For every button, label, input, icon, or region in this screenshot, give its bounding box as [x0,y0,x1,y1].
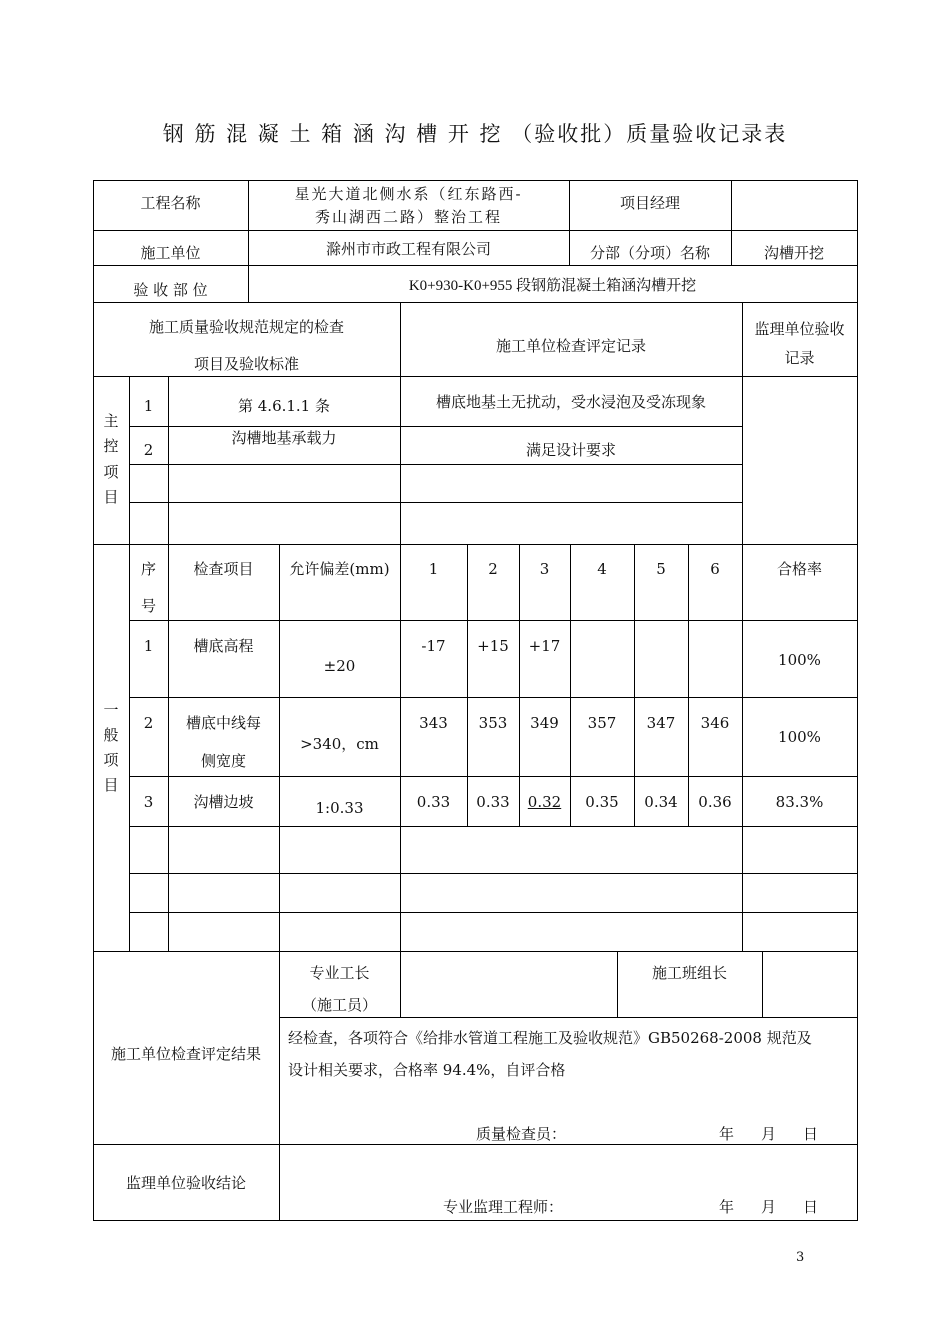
main-items-label-char: 目 [103,488,119,506]
page-number: 3 [796,1250,805,1265]
general-items-label-char: 目 [103,776,119,794]
team-leader-label: 施工班组长 [651,964,727,982]
general-row-value: 0.34 [644,793,678,811]
date-day: 日 [803,1125,819,1143]
col-point-header: 1 [428,560,439,578]
supervision-engineer-label: 专业监理工程师： [443,1198,564,1216]
quality-inspector-label: 质量检查员： [476,1125,567,1143]
general-row-value: -17 [421,637,446,655]
date-year: 年 [719,1125,735,1143]
general-row-value: +15 [477,637,509,655]
general-row-rate: 100% [778,651,821,669]
general-row-value: 343 [419,714,448,732]
col-item-header: 检查项目 [193,560,254,578]
general-row-rate: 83.3% [775,793,824,811]
project-name-label: 工程名称 [140,194,201,212]
construction-unit-label: 施工单位 [140,244,201,262]
conclusion-text-line2: 设计相关要求，合格率 94.4%，自评合格 [288,1061,566,1079]
general-row-value: 353 [478,714,508,732]
sub-project-value: 沟槽开挖 [763,244,824,262]
general-row-value: 346 [700,714,730,732]
spec-header-line1: 施工质量验收规范规定的检查 [148,318,344,336]
col-point-header: 2 [488,560,498,578]
general-row-tolerance: ±20 [323,657,356,675]
general-row-value-underlined: 0.32 [527,793,562,811]
project-name-line1: 星光大道北侧水系（红东路西- [294,185,523,203]
col-point-header: 4 [597,560,607,578]
general-row-item: 槽底高程 [193,637,254,655]
document-title: 钢 筋 混 凝 土 箱 涵 沟 槽 开 挖 （验收批）质量验收记录表 [162,122,788,146]
main-item-record: 满足设计要求 [525,441,616,459]
general-row-tolerance: 1:0.33 [315,799,364,817]
supervisor-record-header-line1: 监理单位验收 [754,320,845,338]
main-item-no: 1 [143,397,154,415]
col-point-header: 6 [710,560,720,578]
col-tolerance-header: 允许偏差(mm) [289,560,390,578]
general-row-value: 357 [587,714,617,732]
main-item-clause: 沟槽地基承载力 [231,429,337,447]
date-month: 月 [761,1125,777,1143]
project-manager-label: 项目经理 [619,194,680,212]
construction-unit-value: 滁州市市政工程有限公司 [325,240,491,258]
general-row-value: 349 [530,714,559,732]
contractor-record-header: 施工单位检查评定记录 [495,337,646,355]
general-row-no: 3 [143,793,154,811]
project-name-line2: 秀山湖西二路）整治工程 [314,208,502,226]
col-point-header: 5 [656,560,666,578]
main-item-no: 2 [143,441,154,459]
general-row-no: 2 [143,714,154,732]
general-items-label-char: 项 [103,751,119,769]
date-day: 日 [803,1198,819,1216]
date-year: 年 [719,1198,735,1216]
general-row-item: 槽底中线每 [185,714,261,732]
acceptance-part-value: K0+930-K0+955 段钢筋混凝土箱涵沟槽开挖 [408,278,697,294]
general-row-no: 1 [143,637,154,655]
general-row-value: 0.35 [585,793,619,811]
general-row-value: 0.33 [416,793,451,811]
general-items-label-char: 一 [103,701,119,719]
general-row-value: +17 [528,637,561,655]
date-month: 月 [761,1198,777,1216]
foreman-label-line1: 专业工长 [309,964,370,982]
main-items-label-char: 控 [103,437,119,455]
spec-header-line2: 项目及验收标准 [193,355,299,373]
acceptance-part-label: 验 收 部 位 [133,281,208,299]
sub-project-label: 分部（分项）名称 [589,244,710,262]
foreman-label-line2: （施工员） [301,996,377,1014]
general-items-label-char: 般 [103,726,119,744]
supervisor-record-header-line2: 记录 [784,349,815,367]
col-point-header: 3 [539,560,550,578]
supervisor-conclusion-label: 监理单位验收结论 [125,1174,246,1192]
general-row-rate: 100% [778,728,821,746]
main-item-record: 槽底地基土无扰动，受水浸泡及受冻现象 [435,393,706,411]
general-row-tolerance: >340，cm [300,735,379,753]
general-row-value: 0.33 [476,793,510,811]
contractor-result-label: 施工单位检查评定结果 [110,1045,261,1063]
conclusion-text-line1: 经检查，各项符合《给排水管道工程施工及验收规范》GB50268-2008 规范及 [288,1029,812,1047]
general-row-item-line2: 侧宽度 [200,752,246,770]
general-row-value: 347 [646,714,676,732]
main-items-label-char: 项 [103,463,119,481]
general-row-value: 0.36 [698,793,732,811]
col-rate-header: 合格率 [776,560,822,578]
general-row-item: 沟槽边坡 [193,793,254,811]
main-item-clause: 第 4.6.1.1 条 [237,397,330,415]
col-no-header-line1: 序 [140,560,156,578]
main-items-label-char: 主 [103,412,119,430]
col-no-header-line2: 号 [140,597,156,615]
